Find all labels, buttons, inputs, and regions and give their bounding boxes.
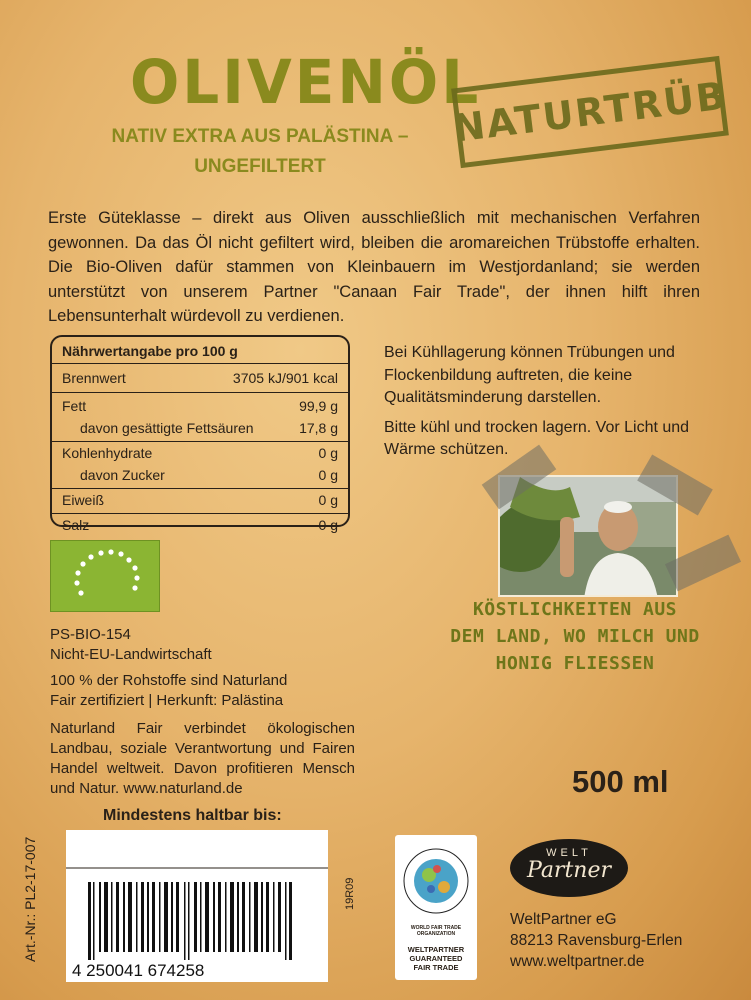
weltpartner-logo [510, 839, 628, 897]
nutrition-row [52, 417, 348, 439]
nutrition-value: 3705 kJ/901 kcal [232, 370, 338, 386]
weltpartner-logo-bottom: Partner [527, 858, 611, 883]
farmer-photo-image [500, 477, 678, 597]
organic-code-block [50, 625, 212, 665]
wfto-ring-text: WORLD FAIR TRADE ORGANIZATION [410, 925, 462, 937]
farmer-photo [498, 475, 678, 597]
nutrition-row [52, 442, 348, 464]
slogan-line-1: KÖSTLICHKEITEN AUS [472, 599, 678, 620]
nutrition-label: davon gesättigte Fettsäuren [80, 420, 254, 436]
best-before-label: Mindestens haltbar bis: [103, 807, 282, 824]
subtitle-line-2: UNGEFILTERT [194, 156, 326, 177]
eu-organic-logo [50, 540, 160, 612]
company-name: WeltPartner eG [510, 911, 617, 928]
nutrition-label: Brennwert [62, 370, 126, 386]
nutrition-label: Eiweiß [62, 492, 105, 508]
nutrition-row [52, 514, 348, 536]
wfto-line-3: FAIR TRADE [413, 963, 459, 972]
company-address [510, 909, 682, 972]
nutrition-value: 99,9 g [299, 398, 338, 414]
wfto-logo [395, 835, 477, 980]
lot-code: 19R09 [344, 877, 356, 910]
slogan-line-2: DEM LAND, WO MILCH UND [450, 626, 700, 647]
barcode [66, 830, 328, 982]
certification-line-1: 100 % der Rohstoffe sind Naturland [50, 672, 288, 689]
intro-text: Erste Güteklasse – direkt aus Oliven ausschließlich mit mechanischen Verfahren gewonnen. Da das Öl nicht gefiltert wird, bleiben die aromareichen Trübstoffe erhalten. Die Bio-Oliven dafür stammen von Kleinbauern im Westjordanland; sie werden unterstützt von unserem Partner "Canaan Fair Trade", der ihnen hilft ihren Lebensunterhalt würdevoll zu verdienen. [48, 209, 700, 325]
eu-organic-leaf-icon [51, 541, 161, 613]
volume-label: 500 ml [572, 764, 669, 799]
nutrition-label: Fett [62, 398, 87, 414]
nutrition-value: 0 g [318, 467, 338, 483]
product-subtitle [60, 122, 460, 182]
subtitle-line-1: NATIV EXTRA AUS PALÄSTINA – [111, 126, 409, 147]
nutrition-row [52, 367, 348, 389]
barcode-digits: 4 250041 674258 [72, 961, 205, 980]
organic-origin: Nicht-EU-Landwirtschaft [50, 646, 212, 663]
nutrition-label: Kohlenhydrate [62, 445, 153, 461]
nutrition-heading: Nährwertangabe pro 100 g [52, 337, 348, 364]
nutrition-row [52, 489, 348, 511]
nutrition-label: Salz [62, 517, 90, 533]
slogan-line-3: HONIG FLIESSEN [495, 653, 655, 674]
certification-block [50, 671, 287, 711]
nutrition-label: davon Zucker [80, 467, 165, 483]
barcode-area [66, 830, 328, 982]
company-city: 88213 Ravensburg-Erlen [510, 932, 683, 949]
article-number: Art.-Nr.: PL2-17-007 [22, 836, 38, 962]
nutrition-value: 0 g [318, 517, 338, 533]
product-title: OLIVENÖL [130, 46, 482, 118]
nutrition-value: 17,8 g [299, 420, 338, 436]
certification-line-2: Fair zertifiziert | Herkunft: Palästina [50, 692, 284, 709]
nutrition-row [52, 395, 348, 417]
company-website: www.weltpartner.de [510, 953, 645, 970]
wfto-globe-icon [395, 835, 477, 927]
weltpartner-logo-top: WELT [546, 847, 592, 859]
wfto-line-1: WELTPARTNER [407, 945, 465, 954]
nutrition-table [50, 335, 350, 533]
nutrition-value: 0 g [318, 445, 338, 461]
naturland-text: Naturland Fair verbindet ökologischen Landbau, soziale Verantwortung und Fairen Handel weltweit. Davon profitieren Mensch und Natur. www.naturland.de [50, 720, 355, 797]
naturtrueb-stamp: NATURTRÜB [451, 56, 729, 168]
storage-note: Bei Kühllagerung können Trübungen und Flockenbildung auftreten, die keine Qualitätsminderung darstellen. [384, 344, 675, 406]
organic-control-code: PS-BIO-154 [50, 626, 131, 643]
slogan [425, 596, 725, 677]
wfto-line-2: GUARANTEED [409, 954, 463, 963]
storage-instructions: Bitte kühl und trocken lagern. Vor Licht und Wärme schützen. [384, 418, 690, 458]
nutrition-row [52, 464, 348, 486]
nutrition-value: 0 g [318, 492, 338, 508]
